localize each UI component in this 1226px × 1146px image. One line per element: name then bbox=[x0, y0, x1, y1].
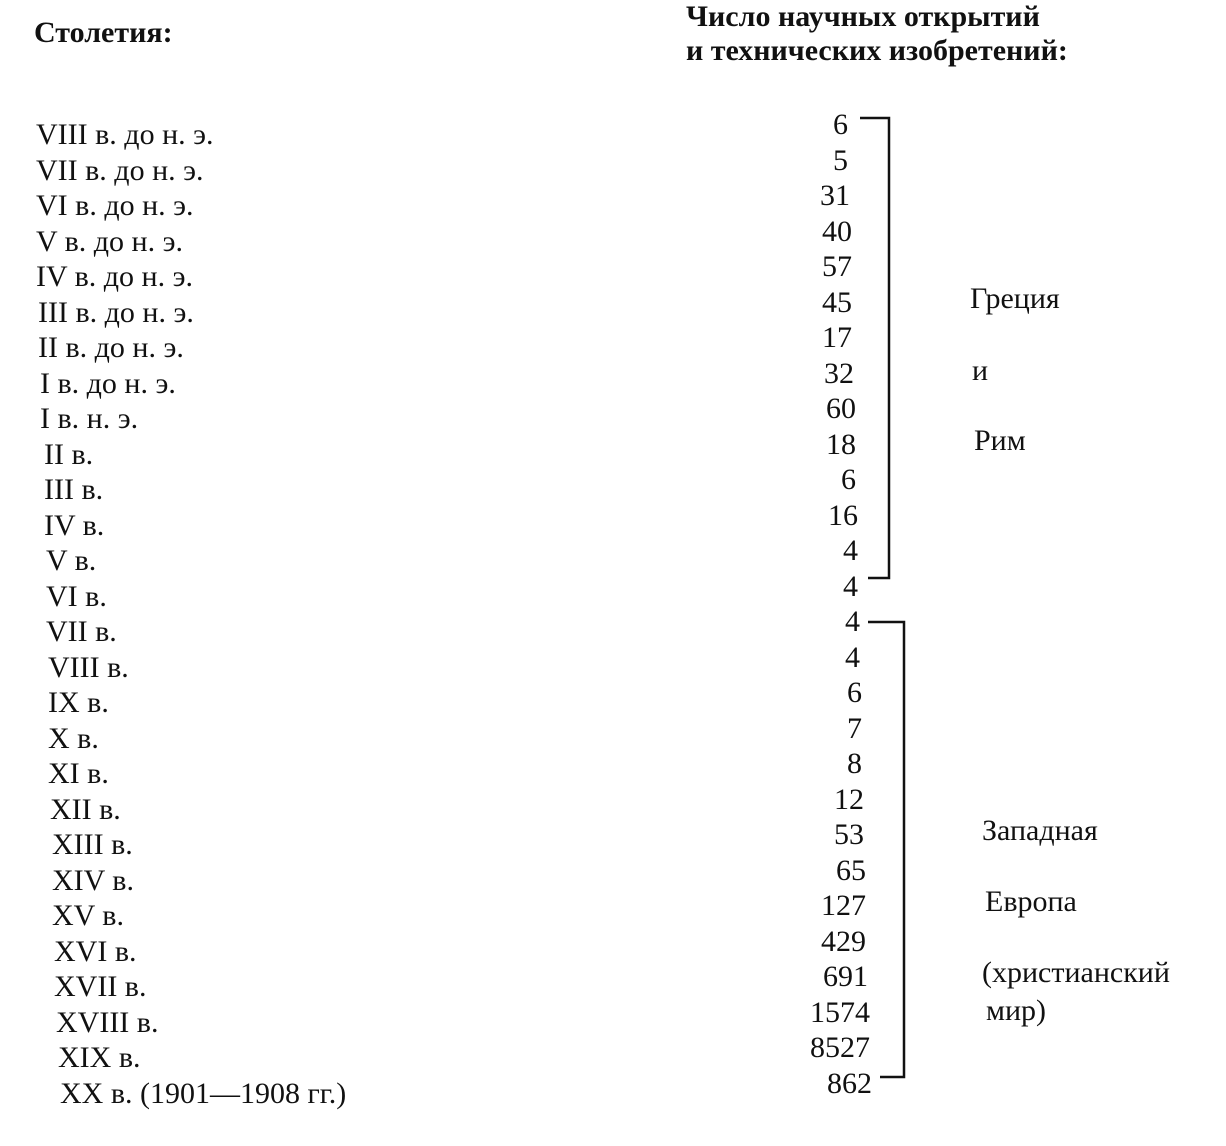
discovery-count: 4 bbox=[845, 605, 860, 638]
century-label: VIII в. bbox=[48, 650, 129, 684]
century-label: VIII в. до н. э. bbox=[36, 118, 214, 151]
discovery-count: 45 bbox=[822, 285, 852, 319]
century-label: II в. до н. э. bbox=[38, 331, 184, 364]
group-label-christian: (христианский bbox=[982, 956, 1170, 989]
discovery-count: 32 bbox=[824, 356, 854, 390]
group-label-europe: Европа bbox=[985, 885, 1077, 918]
group-label-rome: Рим bbox=[974, 424, 1026, 457]
discovery-count: 8527 bbox=[810, 1031, 870, 1064]
century-label: II в. bbox=[44, 437, 94, 471]
century-label: XI в. bbox=[48, 757, 109, 790]
group-label-greece: Греция bbox=[970, 282, 1060, 315]
discovery-count: 6 bbox=[847, 676, 862, 709]
centuries-header: Столетия: bbox=[34, 16, 173, 49]
discovery-count: 862 bbox=[827, 1066, 872, 1100]
century-label: XII в. bbox=[50, 792, 121, 826]
discovery-count: 5 bbox=[833, 143, 848, 177]
discovery-count: 31 bbox=[820, 179, 850, 212]
discovery-count: 429 bbox=[821, 924, 866, 958]
century-label: VI в. до н. э. bbox=[36, 189, 194, 222]
century-label: XIV в. bbox=[52, 863, 134, 897]
century-label: I в. н. э. bbox=[40, 402, 139, 435]
discoveries-header-line2: и технических изобретений: bbox=[686, 34, 1068, 67]
discovery-count: 57 bbox=[822, 250, 852, 283]
century-label: IX в. bbox=[48, 686, 109, 719]
discovery-count: 1574 bbox=[810, 995, 870, 1029]
group-label-western: Западная bbox=[982, 814, 1098, 847]
century-label: XIII в. bbox=[52, 828, 133, 861]
bracket-greece-rome bbox=[860, 118, 889, 578]
century-label: III в. bbox=[44, 473, 104, 506]
century-label: X в. bbox=[48, 721, 99, 755]
discovery-count: 8 bbox=[847, 747, 862, 780]
century-label: XVI в. bbox=[54, 934, 137, 968]
century-label: XVII в. bbox=[54, 970, 147, 1003]
discovery-count: 60 bbox=[826, 392, 856, 425]
discovery-count: 17 bbox=[822, 321, 852, 354]
discovery-count: 127 bbox=[821, 889, 866, 922]
group-label-world: мир) bbox=[986, 994, 1047, 1027]
century-label: V в. до н. э. bbox=[36, 224, 183, 258]
discovery-count: 18 bbox=[826, 427, 856, 461]
discovery-count: 40 bbox=[822, 214, 852, 248]
century-label: XX в. (1901—1908 гг.) bbox=[60, 1076, 347, 1110]
discovery-count: 16 bbox=[828, 498, 858, 532]
century-label: VII в. до н. э. bbox=[36, 153, 204, 187]
discovery-count: 6 bbox=[841, 463, 856, 496]
century-label: I в. до н. э. bbox=[40, 366, 176, 400]
century-label: VI в. bbox=[46, 579, 107, 613]
century-label: XV в. bbox=[52, 899, 124, 932]
discovery-count: 691 bbox=[823, 960, 868, 993]
century-label: VII в. bbox=[46, 615, 117, 648]
century-label: V в. bbox=[46, 544, 97, 577]
discovery-count: 4 bbox=[845, 640, 860, 674]
discovery-count: 12 bbox=[834, 782, 864, 816]
century-label: IV в. bbox=[44, 508, 105, 542]
discovery-count: 4 bbox=[843, 534, 858, 567]
discovery-count: 4 bbox=[843, 569, 858, 603]
century-label: XIX в. bbox=[58, 1041, 141, 1074]
bracket-western-europe bbox=[868, 622, 904, 1077]
discovery-count: 65 bbox=[836, 853, 866, 887]
century-label: XVIII в. bbox=[56, 1005, 159, 1039]
discovery-count: 7 bbox=[847, 711, 862, 745]
century-label: III в. до н. э. bbox=[38, 295, 194, 329]
group-label-and: и bbox=[972, 354, 989, 387]
discoveries-header-line1: Число научных открытий bbox=[686, 0, 1040, 33]
century-label: IV в. до н. э. bbox=[36, 260, 193, 293]
discovery-count: 6 bbox=[833, 108, 848, 141]
discovery-count: 53 bbox=[834, 818, 864, 851]
